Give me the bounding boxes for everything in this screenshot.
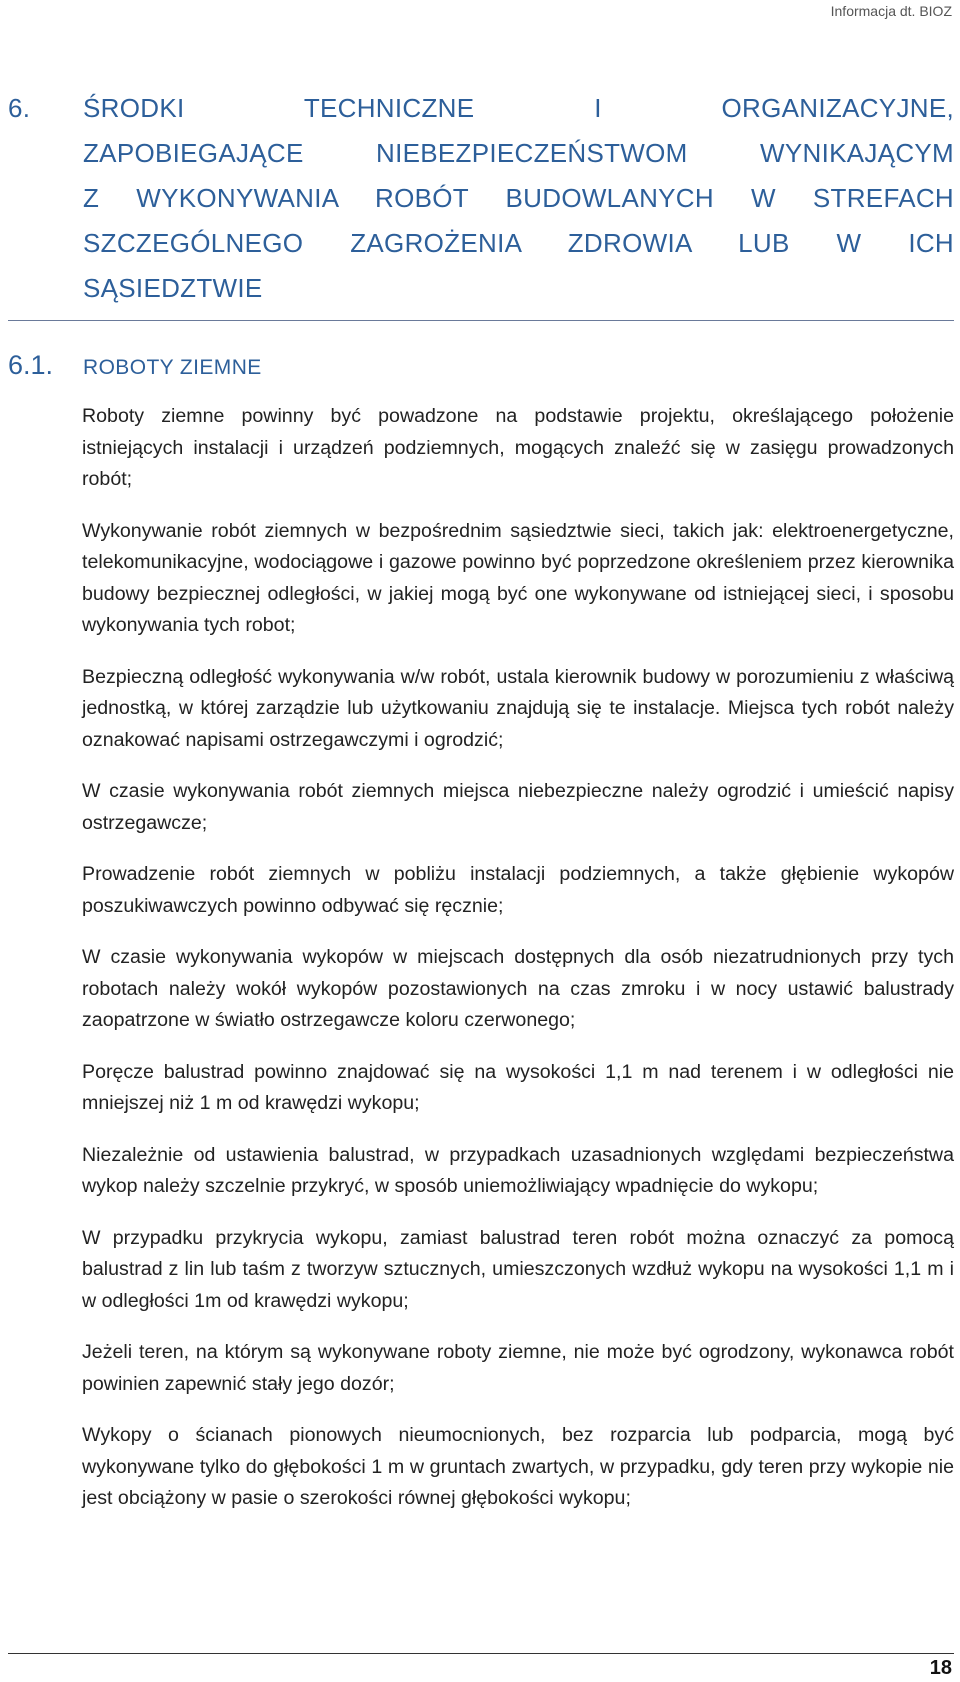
paragraph: Roboty ziemne powinny być powadzone na podstawie projektu, określającego położenie istniejących instalacji i urządzeń podziemnych, mogących znaleźć się w zasięgu prowadzonych robót; xyxy=(82,405,954,490)
paragraph: W czasie wykonywania robót ziemnych miejsca niebezpieczne należy ogrodzić i umieścić napisy ostrzegawcze; xyxy=(82,780,954,834)
paragraph: Wykopy o ścianach pionowych nieumocnionych, bez rozparcia lub podparcia, mogą być wykonywane tylko do głębokości 1 m w gruntach zwartych, w przypadku, gdy teren przy wykopie nie jest obciążony w pasie o szerokości równej głębokości wykopu; xyxy=(82,1424,954,1509)
body-text xyxy=(82,401,954,1535)
paragraph: W czasie wykonywania wykopów w miejscach dostępnych dla osób niezatrudnionych przy tych robotach należy wokół wykopów pozostawionych na czas zmroku i w nocy ustawić balustrady zaopatrzone w światło ostrzegawcze koloru czerwonego; xyxy=(82,946,954,1031)
paragraph: Wykonywanie robót ziemnych w bezpośrednim sąsiedztwie sieci, takich jak: elektroenergetyczne, telekomunikacyjne, wodociągowe i gazowe powinno być poprzedzone określeniem przez kierownika budowy bezpiecznej odległości, w jakiej mogą być one wykonywane od istniejącej sieci, i sposobu wykonywania tych robot; xyxy=(82,519,954,636)
paragraph: Niezależnie od ustawienia balustrad, w przypadkach uzasadnionych względami bezpieczeństwa wykop należy szczelnie przykryć, w sposób uniemożliwiający wpadnięcie do wykopu; xyxy=(82,1143,954,1197)
paragraph: Bezpieczną odległość wykonywania w/w robót, ustala kierownik budowy w porozumieniu z właściwą jednostką, w której zarządzie lub użytkowaniu znajdują się te instalacje. Miejsca tych robót należy oznakować napisami ostrzegawczymi i ogrodzić; xyxy=(82,665,954,751)
chapter-heading xyxy=(8,86,954,311)
chapter-number: 6. xyxy=(8,93,31,123)
section-title: ROBOTY ZIEMNE xyxy=(83,356,262,379)
chapter-title-line: ZAPOBIEGAJĄCE NIEBEZPIECZEŃSTWOM WYNIKAJĄCYM xyxy=(83,138,954,168)
paragraph: Jeżeli teren, na którym są wykonywane roboty ziemne, nie może być ogrodzony, wykonawca robót powinien zapewnić stały jego dozór; xyxy=(82,1341,954,1395)
paragraph: W przypadku przykrycia wykopu, zamiast balustrad teren robót można oznaczyć za pomocą balustrad z lin lub taśm z tworzyw sztucznych, umieszczonych wzdłuż wykopu na wysokości 1,1 m i w odległości 1m od krawędzi wykopu; xyxy=(82,1226,954,1312)
chapter-title-line: SZCZEGÓLNEGO ZAGROŻENIA ZDROWIA LUB W ICH xyxy=(83,228,954,258)
paragraph: Poręcze balustrad powinno znajdować się na wysokości 1,1 m nad terenem i w odległości nie mniejszej niż 1 m od krawędzi wykopu; xyxy=(82,1060,954,1114)
paragraph: Prowadzenie robót ziemnych w pobliżu instalacji podziemnych, a także głębienie wykopów poszukiwawczych powinno odbywać się ręcznie; xyxy=(82,863,954,917)
section-number: 6.1. xyxy=(8,350,54,380)
footer-divider xyxy=(8,1653,954,1654)
running-header: Informacja dt. BIOZ xyxy=(830,3,952,19)
heading-divider xyxy=(8,320,954,321)
chapter-title-line: SĄSIEDZTWIE xyxy=(83,273,263,303)
chapter-title-line: ŚRODKI TECHNICZNE I ORGANIZACYJNE, xyxy=(83,93,954,123)
chapter-title-line: Z WYKONYWANIA ROBÓT BUDOWLANYCH W STREFACH xyxy=(83,183,954,213)
page-number: 18 xyxy=(929,1657,952,1679)
chapter-title xyxy=(83,86,954,311)
section-heading xyxy=(8,350,954,381)
